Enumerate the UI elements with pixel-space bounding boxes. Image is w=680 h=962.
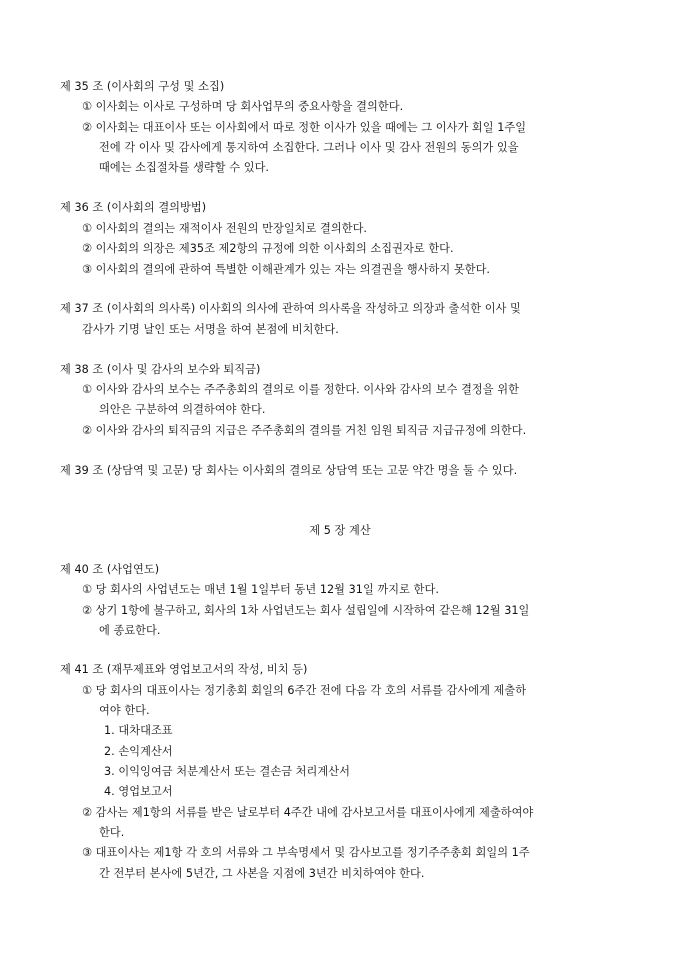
article-40-para-2-line-1: ② 상기 1항에 불구하고, 회사의 1차 사업년도는 회사 설립일에 시작하여 같은해 12월 31일 bbox=[82, 604, 530, 617]
article-41-item-4: 4. 영업보고서 bbox=[104, 785, 173, 798]
article-35-para-2-line-2: 전에 각 이사 및 감사에게 통지하여 소집한다. 그러나 이사 및 감사 전원의 동의가 있을 bbox=[99, 141, 519, 154]
article-40-para-1: ① 당 회사의 사업년도는 매년 1월 1일부터 동년 12월 31일 까지로 한다. bbox=[82, 583, 439, 596]
article-41-item-1: 1. 대차대조표 bbox=[104, 724, 173, 737]
article-37-line-2: 감사가 기명 날인 또는 서명을 하여 본점에 비치한다. bbox=[82, 323, 339, 336]
article-38-para-1-line-1: ① 이사와 감사의 보수는 주주총회의 결의로 이를 정한다. 이사와 감사의 보수 결정을 위한 bbox=[82, 383, 519, 396]
article-36-heading: 제 36 조 (이사회의 결의방법) bbox=[60, 201, 207, 214]
article-36-para-2: ② 이사회의 의장은 제35조 제2항의 규정에 의한 이사회의 소집권자로 한다. bbox=[82, 242, 454, 255]
article-40-heading: 제 40 조 (사업연도) bbox=[60, 563, 160, 576]
article-41-item-2: 2. 손익계산서 bbox=[104, 745, 173, 758]
article-36-para-3: ③ 이사회의 결의에 관하여 특별한 이해관계가 있는 자는 의결권을 행사하지 못한다. bbox=[82, 263, 491, 276]
article-41-para-2-line-1: ② 감사는 제1항의 서류를 받은 날로부터 4주간 내에 감사보고서를 대표이사에게 제출하여야 bbox=[82, 806, 534, 819]
chapter-5-title: 제 5 장 계산 bbox=[309, 524, 371, 537]
article-38-heading: 제 38 조 (이사 및 감사의 보수와 퇴직금) bbox=[60, 363, 261, 376]
article-41-para-3-line-2: 간 전부터 본사에 5년간, 그 사본을 지점에 3년간 비치하여야 한다. bbox=[99, 867, 425, 880]
article-37-line-1: 제 37 조 (이사회의 의사록) 이사회의 의사에 관하여 의사록을 작성하고 의장과 출석한 이사 및 bbox=[60, 302, 521, 315]
article-41-para-2-line-2: 한다. bbox=[99, 826, 125, 839]
article-41-para-3-line-1: ③ 대표이사는 제1항 각 호의 서류와 그 부속명세서 및 감사보고를 정기주주총회 회일의 1주 bbox=[82, 846, 530, 859]
article-35-heading: 제 35 조 (이사회의 구성 및 소집) bbox=[60, 80, 225, 93]
article-39-line-1: 제 39 조 (상담역 및 고문) 당 회사는 이사회의 결의로 상담역 또는 고문 약간 명을 둘 수 있다. bbox=[60, 464, 518, 477]
article-41-para-1-line-1: ① 당 회사의 대표이사는 정기총회 회일의 6주간 전에 다음 각 호의 서류를 감사에게 제출하 bbox=[82, 684, 527, 697]
article-36-para-1: ① 이사회의 결의는 재적이사 전원의 만장일치로 결의한다. bbox=[82, 222, 368, 235]
article-40-para-2-line-2: 에 종료한다. bbox=[99, 624, 161, 637]
article-35-para-2-line-1: ② 이사회는 대표이사 또는 이사회에서 따로 정한 이사가 있을 때에는 그 이사가 회일 1주일 bbox=[82, 121, 527, 134]
article-35-para-1: ① 이사회는 이사로 구성하며 당 회사업무의 중요사항을 결의한다. bbox=[82, 100, 404, 113]
article-41-para-1-line-2: 여야 한다. bbox=[99, 704, 150, 717]
article-38-para-2: ② 이사와 감사의 퇴직금의 지급은 주주총회의 결의를 거친 임원 퇴직금 지급규정에 의한다. bbox=[82, 424, 527, 437]
article-35-para-2-line-3: 때에는 소집절차를 생략할 수 있다. bbox=[99, 161, 270, 174]
article-41-item-3: 3. 이익잉여금 처분계산서 또는 결손금 처리계산서 bbox=[104, 765, 350, 778]
article-41-heading: 제 41 조 (재무제표와 영업보고서의 작성, 비치 등) bbox=[60, 663, 308, 676]
article-38-para-1-line-2: 의안은 구분하여 의결하여야 한다. bbox=[99, 403, 266, 416]
